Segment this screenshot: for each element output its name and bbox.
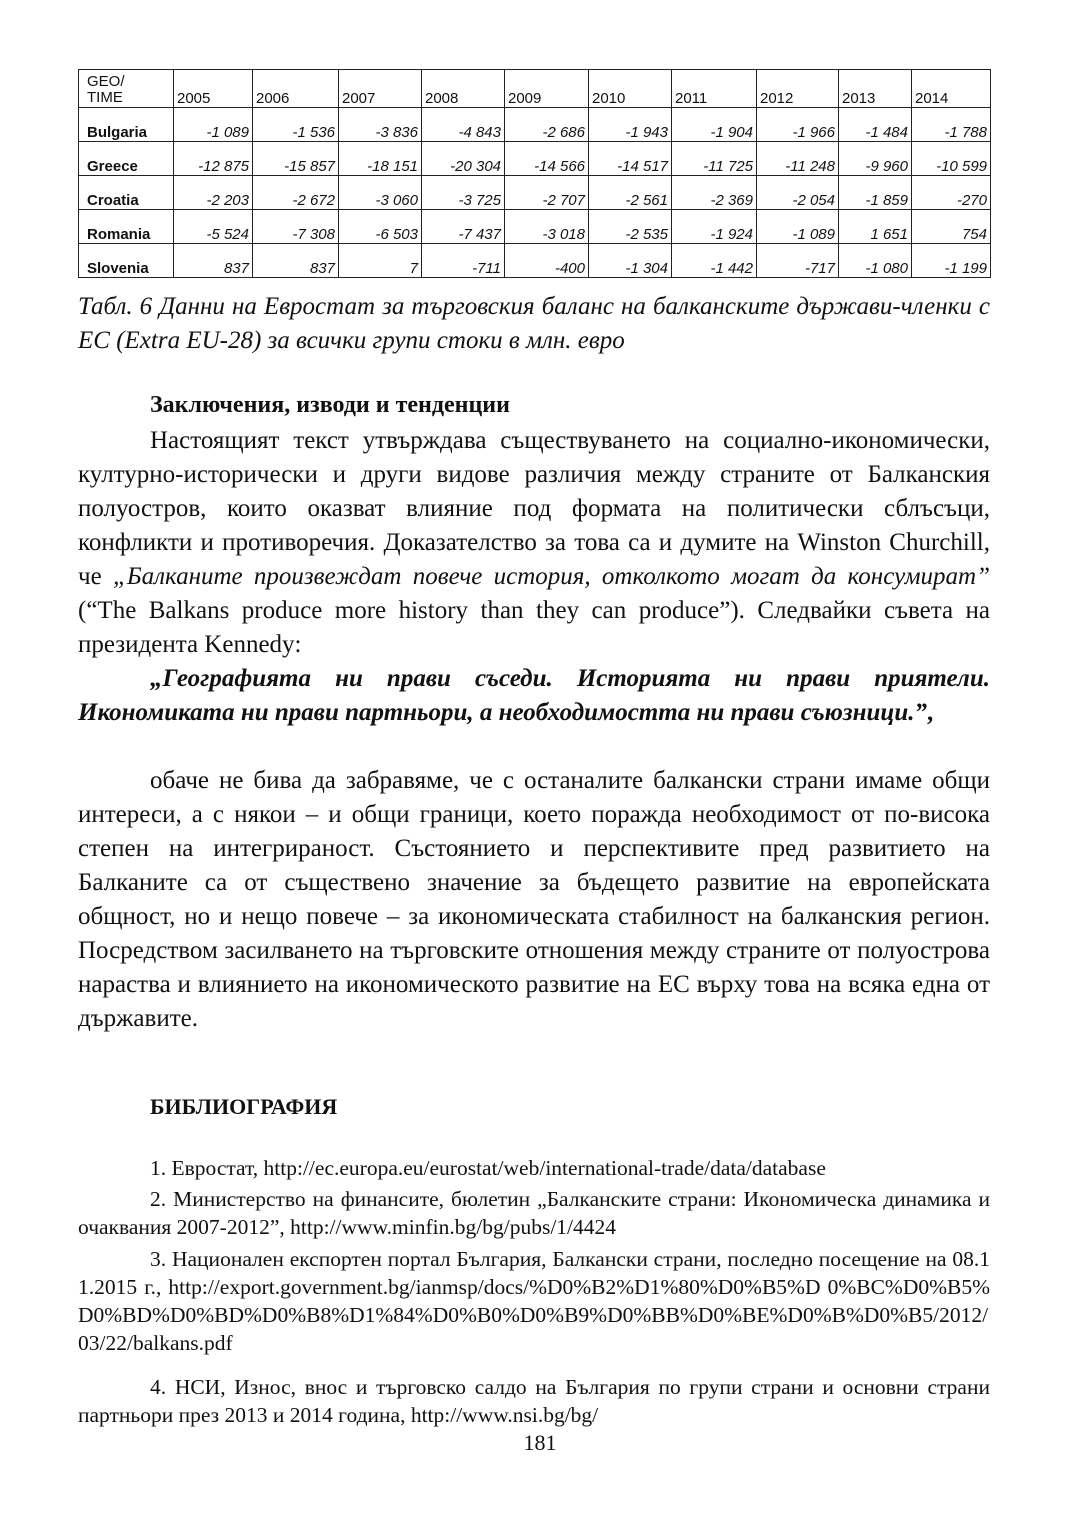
- bibliography-item: 4. НСИ, Износ, внос и търговско салдо на България по групи страни и основни страни партньори през 2013 и 2014 година, http://www.nsi.bg/bg/: [78, 1375, 990, 1427]
- table-row: [79, 210, 991, 244]
- country-cell: Bulgaria: [79, 108, 174, 142]
- churchill-quote: „Балканите произвеждат повече история, отколкото могат да консумират”: [112, 563, 991, 590]
- value-cell: -5 524: [174, 210, 253, 244]
- value-cell: -6 503: [339, 210, 422, 244]
- country-cell: Romania: [79, 210, 174, 244]
- value-cell: -1 089: [174, 108, 253, 142]
- table-header-row: [79, 70, 991, 108]
- table-row: [79, 176, 991, 210]
- table-row: [79, 244, 991, 278]
- value-cell: -1 484: [839, 108, 912, 142]
- header-year: 2007: [339, 70, 422, 108]
- header-geo-time: [79, 70, 174, 108]
- value-cell: -2 203: [174, 176, 253, 210]
- value-cell: -1 966: [757, 108, 839, 142]
- header-year: 2006: [253, 70, 339, 108]
- value-cell: -20 304: [422, 142, 505, 176]
- value-cell: -10 599: [912, 142, 991, 176]
- header-year: 2010: [589, 70, 672, 108]
- header-geo-time-text: GEO/ TIME: [87, 73, 125, 106]
- value-cell: -3 725: [422, 176, 505, 210]
- value-cell: -11 725: [672, 142, 757, 176]
- value-cell: -1 304: [589, 244, 672, 278]
- value-cell: -3 018: [505, 210, 589, 244]
- paragraph-text: (“The Balkans produce more history than they can produce”). Следвайки съвета на президента Kennedy:: [78, 597, 990, 658]
- value-cell: -1 943: [589, 108, 672, 142]
- value-cell: -1 080: [839, 244, 912, 278]
- value-cell: -7 308: [253, 210, 339, 244]
- value-cell: 837: [174, 244, 253, 278]
- value-cell: -12 875: [174, 142, 253, 176]
- value-cell: -2 707: [505, 176, 589, 210]
- trade-balance-table: [78, 69, 991, 278]
- value-cell: -15 857: [253, 142, 339, 176]
- bibliography-item: 2. Министерство на финансите, бюлетин „Балканските страни: Икономическа динамика и очаквания 2007-2012”, http://www.minfin.bg/bg/pubs/1/4424: [78, 1187, 990, 1239]
- value-cell: 837: [253, 244, 339, 278]
- value-cell: 1 651: [839, 210, 912, 244]
- header-year: 2011: [672, 70, 757, 108]
- value-cell: -1 089: [757, 210, 839, 244]
- header-year: 2009: [505, 70, 589, 108]
- value-cell: -400: [505, 244, 589, 278]
- table-row: [79, 108, 991, 142]
- bibliography-title: БИБЛИОГРАФИЯ: [150, 1094, 338, 1119]
- value-cell: -3 836: [339, 108, 422, 142]
- value-cell: 7: [339, 244, 422, 278]
- value-cell: -1 199: [912, 244, 991, 278]
- value-cell: -2 561: [589, 176, 672, 210]
- header-year: 2013: [839, 70, 912, 108]
- value-cell: -1 536: [253, 108, 339, 142]
- bibliography-item: 3. Национален експортен портал България, Балкански страни, последно посещение на 08.11.2015 г., http://export.government.bg/ianmsp/docs/%D0%B2%D1%80%D0%B5%D 0%BC%D0%B5%D0%BD%D0%BD%D0%B8%D1%84%D0%B0%D0%B9%D0%BB%D0%BE%D0%B%D0%B5/2012/03/22/balkans.pdf: [78, 1247, 990, 1355]
- kennedy-quote-text: „Географията ни прави съседи. Историята ни прави приятели. Икономиката ни прави партньори, а необходимостта ни прави съюзници.”: [78, 665, 990, 726]
- value-cell: -1 924: [672, 210, 757, 244]
- value-cell: -18 151: [339, 142, 422, 176]
- header-year: 2014: [912, 70, 991, 108]
- kennedy-quote-tail: ,: [927, 699, 934, 726]
- paragraph-conclusions: [78, 424, 990, 662]
- header-year: 2012: [757, 70, 839, 108]
- value-cell: -14 566: [505, 142, 589, 176]
- table-row: [79, 142, 991, 176]
- section-heading: Заключения, изводи и тенденции: [150, 392, 510, 418]
- header-year: 2008: [422, 70, 505, 108]
- value-cell: -270: [912, 176, 991, 210]
- country-cell: Croatia: [79, 176, 174, 210]
- page-number: 181: [523, 1430, 557, 1455]
- value-cell: -7 437: [422, 210, 505, 244]
- table-caption: Табл. 6 Данни на Евростат за търговския баланс на балканските държави-членки с ЕС (Extra EU-28) за всички групи стоки в млн. евро: [78, 293, 990, 354]
- value-cell: -2 369: [672, 176, 757, 210]
- value-cell: -9 960: [839, 142, 912, 176]
- value-cell: -14 517: [589, 142, 672, 176]
- value-cell: 754: [912, 210, 991, 244]
- value-cell: -711: [422, 244, 505, 278]
- value-cell: -2 672: [253, 176, 339, 210]
- kennedy-quote: [78, 662, 990, 730]
- value-cell: -4 843: [422, 108, 505, 142]
- paragraph-text: Настоящият текст утвърждава съществуването на социално-икономически, културно-исторически и други видове различия между страните от Балканския полуостров, които оказват влияние под формата на политически сблъсъци, конфликти и противоречия. Доказателство за това са и думите на Winston Churchill, че: [78, 427, 990, 590]
- header-year: 2005: [174, 70, 253, 108]
- value-cell: -1 859: [839, 176, 912, 210]
- value-cell: -1 788: [912, 108, 991, 142]
- value-cell: -2 054: [757, 176, 839, 210]
- value-cell: -2 686: [505, 108, 589, 142]
- country-cell: Greece: [79, 142, 174, 176]
- value-cell: -2 535: [589, 210, 672, 244]
- paragraph-continuation: обаче не бива да забравяме, че с останалите балкански страни имаме общи интереси, а с някои – и общи граници, което поражда необходимост от по-висока степен на интегрираност. Състоянието и перспективите пред развитието на Балканите са от съществено значение за бъдещето развитие на европейската общност, но и нещо повече – за икономическата стабилност на балканския регион. Посредством засилването на търговските отношения между страните от полуострова нараства и влиянието на икономическото развитие на ЕС върху това на всяка една от държавите.: [78, 767, 990, 1032]
- value-cell: -3 060: [339, 176, 422, 210]
- bibliography-item: 1. Евростат, http://ec.europa.eu/eurostat/web/international-trade/data/database: [150, 1156, 826, 1180]
- value-cell: -717: [757, 244, 839, 278]
- value-cell: -11 248: [757, 142, 839, 176]
- value-cell: -1 904: [672, 108, 757, 142]
- country-cell: Slovenia: [79, 244, 174, 278]
- value-cell: -1 442: [672, 244, 757, 278]
